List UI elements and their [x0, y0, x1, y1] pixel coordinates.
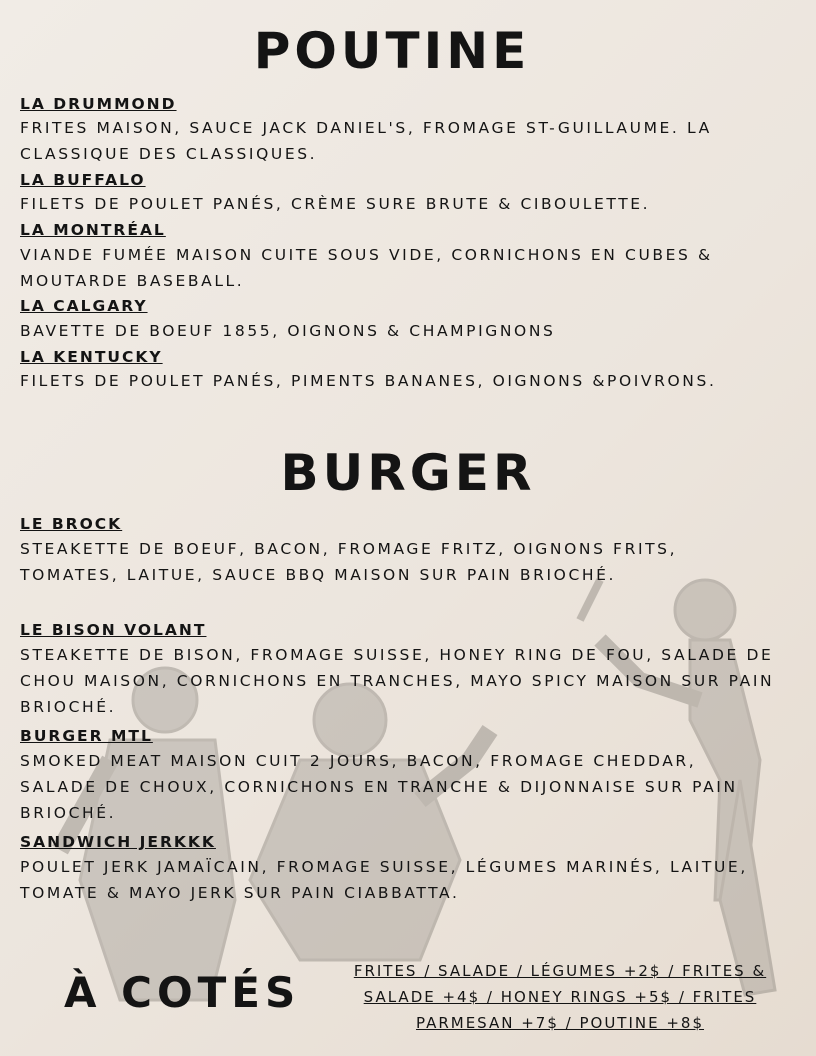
menu-item-description: SMOKED MEAT MAISON CUIT 2 JOURS, BACON, FROMAGE CHEDDAR, SALADE DE CHOUX, CORNICHONS EN TRANCHE & DIJONNAISE SUR PAIN BRIOCHÉ.: [20, 752, 738, 822]
menu-item-description: POULET JERK JAMAÏCAIN, FROMAGE SUISSE, LÉGUMES MARINÉS, LAITUE, TOMATE & MAYO JERK SUR PAIN CIABBATTA.: [20, 858, 748, 902]
menu-item-name: LA DRUMMOND: [20, 95, 177, 113]
menu-item-name: LA BUFFALO: [20, 171, 146, 189]
menu-item-description: FILETS DE POULET PANÉS, PIMENTS BANANES, OIGNONS &POIVRONS.: [20, 372, 717, 390]
burger-section-title: BURGER: [280, 444, 536, 502]
menu-item-description: FILETS DE POULET PANÉS, CRÈME SURE BRUTE & CIBOULETTE.: [20, 195, 651, 213]
poutine-section-title: POUTINE: [253, 22, 531, 80]
menu-item-name: LE BISON VOLANT: [20, 621, 207, 639]
menu-item-name: LA MONTRÉAL: [20, 221, 166, 239]
menu-item-name: LE BROCK: [20, 515, 123, 533]
menu-item-name: SANDWICH JERKKK: [20, 833, 216, 851]
menu-item-description: VIANDE FUMÉE MAISON CUITE SOUS VIDE, CORNICHONS EN CUBES & MOUTARDE BASEBALL.: [20, 246, 713, 290]
menu-item-description: STEAKETTE DE BISON, FROMAGE SUISSE, HONEY RING DE FOU, SALADE DE CHOU MAISON, CORNICHONS EN TRANCHES, MAYO SPICY MAISON SUR PAIN BRIOCHÉ.: [20, 646, 775, 716]
cotes-section-title: À COTÉS: [64, 968, 301, 1017]
menu-item-description: FRITES MAISON, SAUCE JACK DANIEL'S, FROMAGE ST-GUILLAUME. LA CLASSIQUE DES CLASSIQUES.: [20, 119, 712, 163]
menu-item-name: LA KENTUCKY: [20, 348, 163, 366]
menu-item-name: LA CALGARY: [20, 297, 148, 315]
menu-item-description: BAVETTE DE BOEUF 1855, OIGNONS & CHAMPIGNONS: [20, 322, 556, 340]
menu-item-description: STEAKETTE DE BOEUF, BACON, FROMAGE FRITZ, OIGNONS FRITS, TOMATES, LAITUE, SAUCE BBQ MAISON SUR PAIN BRIOCHÉ.: [20, 540, 678, 584]
menu-item-name: BURGER MTL: [20, 727, 153, 745]
cotes-options-text: FRITES / SALADE / LÉGUMES +2$ / FRITES & SALADE +4$ / HONEY RINGS +5$ / FRITES PARMESAN +7$ / POUTINE +8$: [353, 962, 767, 1032]
